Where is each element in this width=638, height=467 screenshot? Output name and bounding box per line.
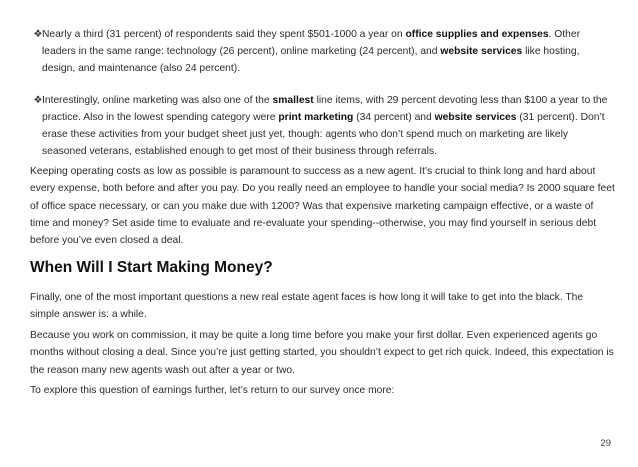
bullet-item-smallest-line-items <box>33 92 613 160</box>
page-number: 29 <box>600 438 611 449</box>
bold-term: website services <box>440 46 523 57</box>
bullet-text: Nearly a third (31 percent) of respondents said they spent $501-1000 a year on office supplies and expenses. Other leaders in the same range: technology (26 percent), online marketing (24 percent), and website services like hosting, design, and maintenance (also 24 percent). <box>42 29 581 74</box>
bullet-text: Interestingly, online marketing was also one of the smallest line items, with 29 percent devoting less than $100 a year to the practice. Also in the lowest spending category were print marketing (34 percent) and website services (31 percent). Don’t erase these activities from your budget sheet just yet, though: agents who don’t spend much on marketing are likely seasoned veterans, established enough to get most of their business through referrals. <box>42 95 608 157</box>
paragraph-explore: To explore this question of earnings further, let’s return to our survey once more: <box>30 385 395 396</box>
bold-term: website services <box>434 112 517 123</box>
paragraph-operating-costs: Keeping operating costs as low as possible is paramount to success as a new agent. It’s crucial to think long and hard about every expense, both before and after you pay. Do you really need an employee to handle your social media? Is 2000 square feet of office space necessary, or can you make due with 1200? Was that expensive marketing campaign effective, or a waste of time and money? Set aside time to evaluate and re-evaluate your spending--otherwise, you may find yourself in serious debt before you’ve even closed a deal. <box>30 166 615 247</box>
paragraph-commission: Because you work on commission, it may be quite a long time before you make your first dollar. Even experienced agents go months without closing a deal. Since you’re just getting started, you shouldn’t expect to get rich quick. Indeed, this expectation is the reason many new agents wash out after a year or two. <box>30 330 614 376</box>
bold-term: smallest <box>272 95 314 106</box>
diamond-bullet-icon: ❖ <box>33 95 43 106</box>
diamond-bullet-icon: ❖ <box>33 29 43 40</box>
paragraph-finally: Finally, one of the most important questions a new real estate agent faces is how long it will take to get into the black. The simple answer is: a while. <box>30 292 584 321</box>
bullet-item-office-supplies <box>33 26 613 77</box>
bold-term: office supplies and expenses <box>405 29 549 40</box>
section-heading: When Will I Start Making Money? <box>30 259 273 276</box>
bold-term: print marketing <box>278 112 354 123</box>
